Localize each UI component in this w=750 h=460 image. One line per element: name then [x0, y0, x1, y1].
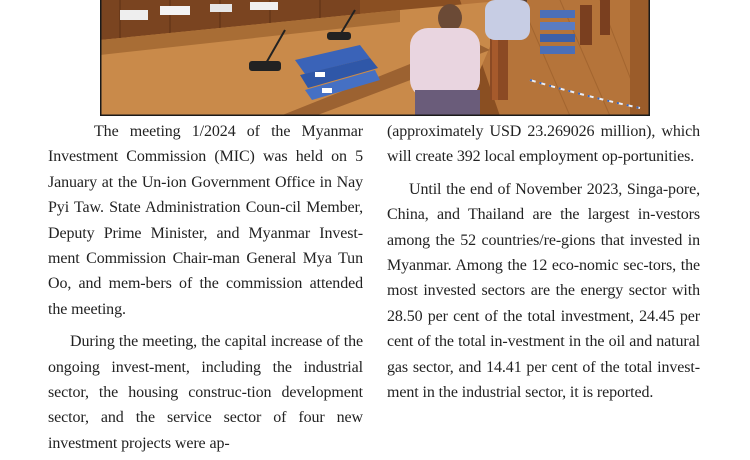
article-column-right: [387, 119, 700, 405]
meeting-photo: [100, 0, 650, 116]
paragraph-capital-increase: During the meeting, the capital increase of the ongoing invest-ment, including the industrial sector, the housing construc-tion development sector, and the service sector of four new investment projects were ap-: [48, 333, 363, 452]
article-column-left: [48, 119, 363, 456]
paragraph-largest-investors: Until the end of November 2023, Singa-pore, China, and Thailand are the largest in-vestors among the 52 countries/re-gions that invested in Myanmar. Among the 12 eco-nomic sec-tors, the most invested sectors are the energy sector with 28.50 per cent of the total investment, 24.45 per cent of the total in-vestment in the oil and natural gas sector, and 14.41 per cent of the total invest-ment in the industrial sector, it is reported.: [387, 180, 700, 402]
paragraph-meeting-intro: The meeting 1/2024 of the Myanmar Investment Commission (MIC) was held on 5 January at the Un-ion Government Office in Nay Pyi Taw. State Administration Coun-cil Member, Deputy Prime Minister, and Myanmar Invest-ment Commission Chair-man General Mya Tun Oo, and mem-bers of the commission attended the meeting.: [48, 123, 363, 318]
paragraph-employment-continued: (approximately USD 23.269026 million), which will create 392 local employment op-portunities.: [387, 123, 700, 166]
